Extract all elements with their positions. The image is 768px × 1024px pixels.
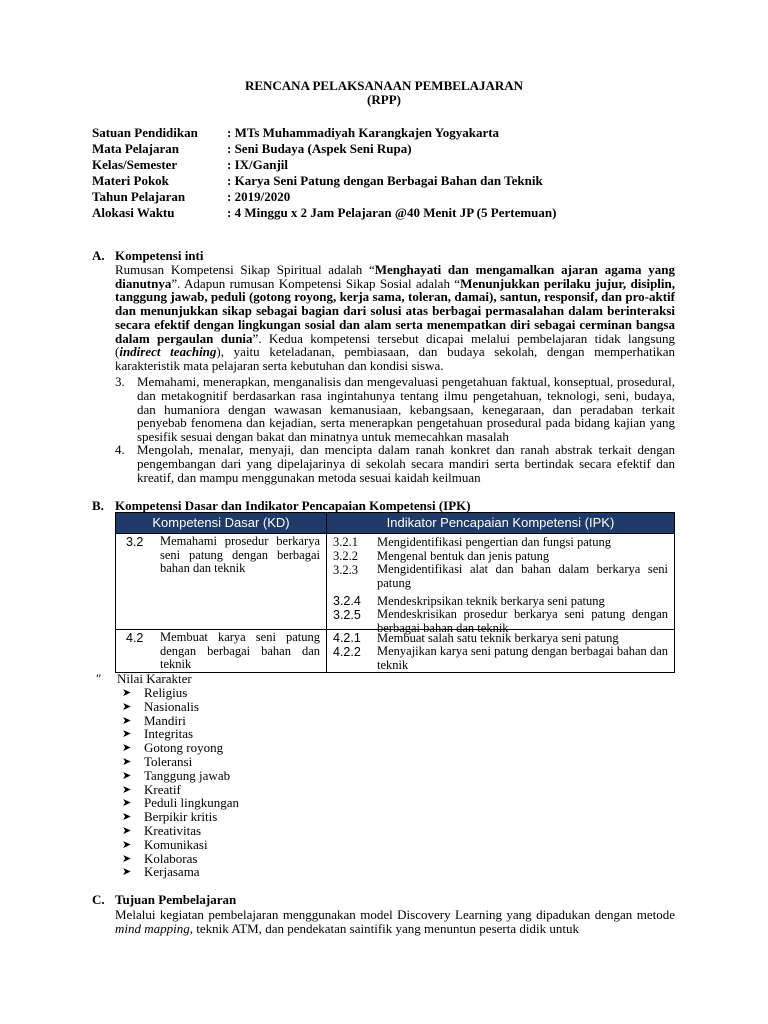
ipk-number: 3.2.5: [333, 608, 361, 622]
meta-value: : MTs Muhammadiyah Karangkajen Yogyakarta: [227, 125, 500, 140]
ipk-number: 3.2.1: [333, 535, 358, 549]
para-text: Melalui kegiatan pembelajaran menggunakan model Discovery Learning yang dipadukan dengan metode: [115, 907, 675, 922]
list-item-text: Mandiri: [144, 712, 186, 728]
meta-value: : IX/Ganjil: [227, 157, 289, 172]
meta-value: : 2019/2020: [227, 189, 291, 204]
page-title: RENCANA PELAKSANAAN PEMBELAJARAN: [244, 78, 524, 93]
arrow-bullet-icon: ➤: [122, 824, 132, 837]
table-row: [116, 534, 675, 630]
para-italic-text: mind mapping: [115, 921, 190, 936]
ipk-number: 4.2.1: [333, 631, 361, 645]
list-item-text: Tanggung jawab: [144, 767, 231, 783]
kd-ipk-table: [115, 512, 675, 673]
list-item: [122, 727, 239, 741]
para-bold-text: Menunjukkan perilaku jujur, disiplin, tanggung jawab, peduli (gotong royong, kerja sama, toleran, damai), santun, responsif, dan pro-aktif dan menunjukkan sikap sebagai bagian dari solusi atas berbagai permasalahan dalam berinteraksi secara efektif dengan lingkungan sosial dan alam serta menempatkan diri sebagai cerminan bangsa dalam pergaulan dunia: [115, 275, 675, 346]
arrow-bullet-icon: ➤: [122, 769, 132, 782]
list-item-text: Nasionalis: [144, 698, 199, 714]
table-row: [116, 630, 675, 673]
list-item: [122, 852, 239, 866]
arrow-bullet-icon: ➤: [122, 714, 132, 727]
section-a-letter: A.: [92, 248, 105, 263]
arrow-bullet-icon: ➤: [122, 866, 132, 879]
list-item-number: 4.: [115, 442, 125, 457]
list-item-text: Kerjasama: [144, 864, 200, 880]
meta-value: : Karya Seni Patung dengan Berbagai Bahan dan Teknik: [227, 173, 543, 188]
ipk-text: Menyajikan karya seni patung dengan berbagai bahan dan teknik: [377, 644, 668, 672]
meta-label: Kelas/Semester: [92, 157, 178, 172]
list-item-text: Memahami, menerapkan, menganalisis dan mengevaluasi pengetahuan faktual, konseptual, prosedural, dan metakognitif berdasarkan rasa ingintahunya tentang ilmu pengetahuan, teknologi, seni, budaya, dan humaniora dengan wawasan kemanusiaan, kebangsaan, kenegaraan, dan peradaban terkait penyebab fenomena dan kejadian, serta menerapkan pengetahuan prosedural pada bidang kajian yang spesifik sesuai dengan bakat dan minatnya untuk memecahkan masalah: [137, 374, 675, 445]
kd-text: Memahami prosedur berkarya seni patung dengan berbagai bahan dan teknik: [160, 534, 320, 576]
kd-text: Membuat karya seni patung dengan berbagai bahan dan teknik: [160, 630, 320, 672]
para-text: ”. Kedua kompetensi tersebut dicapai melalui pembelajaran tidak langsung (: [115, 330, 675, 360]
arrow-bullet-icon: ➤: [122, 742, 132, 755]
ipk-number: 4.2.2: [333, 645, 361, 659]
page-subtitle: (RPP): [367, 92, 401, 107]
list-item-text: Peduli lingkungan: [144, 795, 239, 811]
meta-label: Mata Pelajaran: [92, 141, 180, 156]
ipk-cell: [327, 534, 675, 635]
section-a-paragraph: [115, 263, 675, 373]
kd-cell: [116, 534, 327, 630]
list-item-text: Kreatif: [144, 781, 181, 797]
meta-value: : Seni Budaya (Aspek Seni Rupa): [227, 141, 412, 156]
arrow-bullet-icon: ➤: [122, 755, 132, 768]
list-item: [122, 810, 239, 824]
ipk-number: 3.2.3: [333, 563, 358, 577]
para-text: ), yaitu keteladanan, pembiasaan, dan budaya sekolah, dengan memperhatikan karakteristik mata pelajaran serta kebutuhan dan kondisi siswa.: [115, 344, 676, 373]
ipk-text: Mendeskripsikan teknik berkarya seni patung: [377, 594, 605, 608]
section-a-title: Kompetensi inti: [115, 248, 204, 263]
list-item: [122, 865, 239, 879]
para-text: ”. Adapun rumusan Kompetensi Sikap Sosial adalah “: [171, 275, 461, 291]
ipk-text: Mendeskrisikan prosedur berkarya seni patung dengan berbagai bahan dan teknik: [377, 607, 668, 635]
arrow-bullet-icon: ➤: [122, 728, 132, 741]
para-italic-text: indirect teaching: [119, 344, 217, 360]
list-item-text: Mengolah, menalar, menyaji, dan mencipta dalam ranah konkret dan ranah abstrak terkait dengan pengembangan dari yang dipelajarinya di sekolah secara mandiri serta bertindak secara efektif dan kreatif, dan mampu menggunakan metoda sesuai kaidah keilmuan: [137, 442, 675, 485]
ipk-cell: [327, 630, 675, 673]
kd-cell: [116, 630, 327, 673]
arrow-bullet-icon: ➤: [122, 783, 132, 796]
nilai-karakter-title: Nilai Karakter: [117, 671, 192, 686]
list-item-text: Kolaboras: [144, 850, 198, 866]
list-item-text: Komunikasi: [144, 836, 208, 852]
list-item: [122, 714, 239, 728]
para-text: Rumusan Kompetensi Sikap Spiritual adalah “: [115, 262, 375, 277]
para-text: , teknik ATM, dan pendekatan saintifik yang menuntun peserta didik untuk: [189, 921, 579, 936]
list-item-text: Integritas: [144, 726, 194, 742]
section-c-title: Tujuan Pembelajaran: [115, 892, 237, 907]
meta-label: Alokasi Waktu: [92, 205, 175, 220]
nilai-karakter-list: [122, 686, 239, 879]
nilai-karakter-bullet: ″: [96, 671, 102, 686]
list-item: [122, 796, 239, 810]
list-item: [122, 838, 239, 852]
section-c-paragraph: [115, 908, 675, 936]
ipk-number: 3.2.2: [333, 549, 358, 563]
list-item-number: 3.: [115, 374, 125, 389]
ipk-text: Membuat salah satu teknik berkarya seni patung: [377, 631, 619, 645]
list-item-text: Toleransi: [144, 753, 193, 769]
list-item-text: Kreativitas: [144, 822, 202, 838]
para-bold-text: Menghayati dan mengamalkan ajaran agama yang dianutnya: [115, 262, 675, 291]
arrow-bullet-icon: ➤: [122, 797, 132, 810]
table-header-row: [116, 513, 675, 534]
arrow-bullet-icon: ➤: [122, 700, 132, 713]
arrow-bullet-icon: ➤: [122, 838, 132, 851]
column-header-ipk: Indikator Pencapaian Kompetensi (IPK): [327, 513, 675, 534]
ipk-text: Mengidentifikasi alat dan bahan dalam berkarya seni patung: [377, 562, 668, 590]
section-c-letter: C.: [92, 892, 105, 907]
list-item: [122, 700, 239, 714]
list-item: [122, 686, 239, 700]
list-item: [122, 783, 239, 797]
kd-number: 3.2: [126, 535, 144, 549]
meta-label: Tahun Pelajaran: [92, 189, 186, 204]
meta-value: : 4 Minggu x 2 Jam Pelajaran @40 Menit JP (5 Pertemuan): [227, 205, 557, 220]
list-item-text: Gotong royong: [144, 740, 224, 756]
list-item: [122, 755, 239, 769]
list-item-text: Religius: [144, 685, 188, 700]
ipk-number: 3.2.4: [333, 594, 361, 608]
ipk-text: Mengidentifikasi pengertian dan fungsi patung: [377, 535, 611, 549]
section-b-title: Kompetensi Dasar dan Indikator Pencapaian Kompetensi (IPK): [115, 498, 471, 513]
list-item: [122, 769, 239, 783]
meta-label: Satuan Pendidikan: [92, 125, 198, 140]
list-item: [122, 741, 239, 755]
ipk-text: Mengenal bentuk dan jenis patung: [377, 549, 550, 563]
column-header-kd: Kompetensi Dasar (KD): [116, 513, 327, 534]
arrow-bullet-icon: ➤: [122, 687, 132, 699]
section-b-letter: B.: [92, 498, 104, 513]
kd-number: 4.2: [126, 631, 144, 645]
list-item: [122, 824, 239, 838]
list-item-text: Berpikir kritis: [144, 809, 218, 825]
arrow-bullet-icon: ➤: [122, 852, 132, 865]
arrow-bullet-icon: ➤: [122, 811, 132, 824]
meta-label: Materi Pokok: [92, 173, 169, 188]
